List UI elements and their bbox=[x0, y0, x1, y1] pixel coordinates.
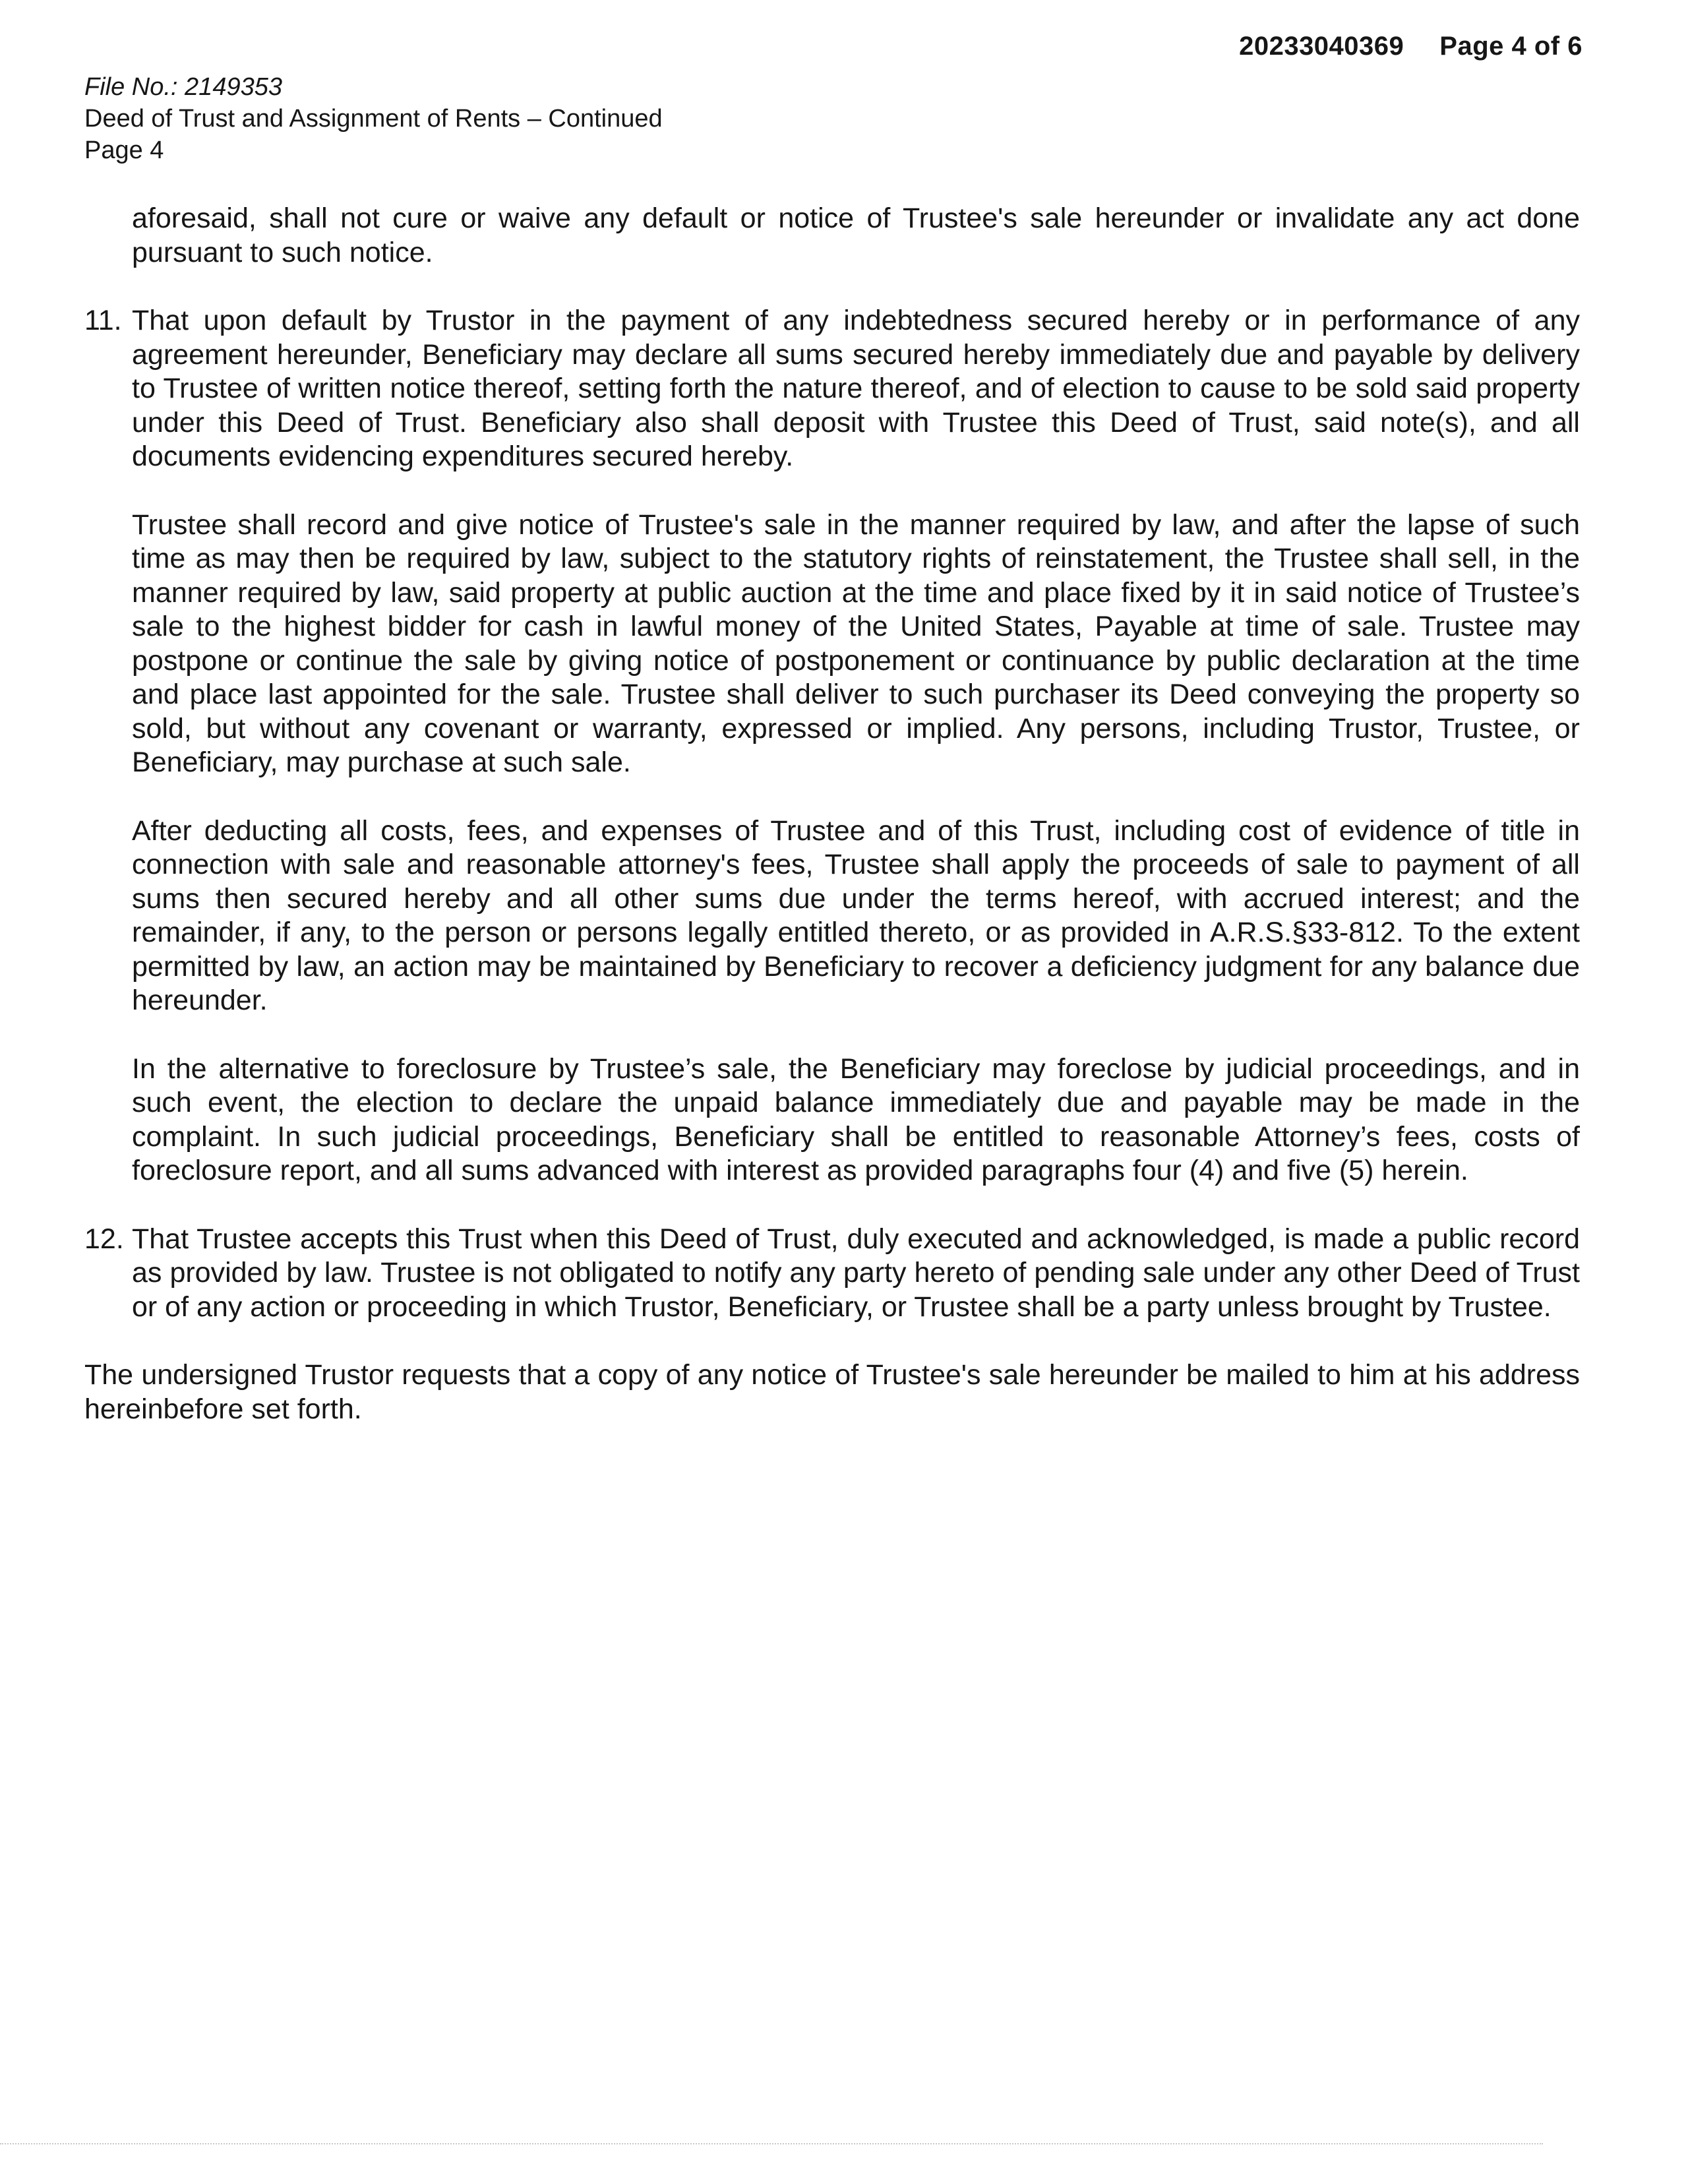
page-of-count: Page 4 of 6 bbox=[1439, 32, 1582, 61]
document-body bbox=[84, 202, 1580, 1426]
scan-edge-divider bbox=[0, 2143, 1543, 2144]
clause-11 bbox=[84, 304, 1580, 1188]
clause-12 bbox=[84, 1223, 1580, 1325]
file-number: 2149353 bbox=[185, 73, 282, 101]
clause-number: 12. bbox=[84, 1223, 124, 1255]
document-title: Deed of Trust and Assignment of Rents – Continued bbox=[84, 105, 663, 133]
recording-number: 20233040369 bbox=[1239, 32, 1404, 61]
clause-11-paragraph-3: After deducting all costs, fees, and expenses of Trustee and of this Trust, including cost of evidence of title in connection with sale and reasonable attorney's fees, Trustee shall apply the proceeds of sale to payment of all sums then secured hereby and all other sums due under the terms hereof, with accrued interest; and the remainder, if any, to the person or persons legally entitled thereto, or as provided in A.R.S.§33-812. To the extent permitted by law, an action may be maintained by Beneficiary to recover a deficiency judgment for any balance due hereunder. bbox=[132, 814, 1580, 1016]
file-number-line bbox=[84, 71, 663, 103]
file-number-label: File No.: bbox=[84, 73, 178, 101]
clause-11-paragraph-1: That upon default by Trustor in the payment of any indebtedness secured hereby or in performance of any agreement hereunder, Beneficiary may declare all sums secured hereby immediately due and payable by delivery to Trustee of written notice thereof, setting forth the nature thereof, and of election to cause to be sold said property under this Deed of Trust. Beneficiary also shall deposit with Trustee this Deed of Trust, said note(s), and all documents evidencing expenditures secured hereby. bbox=[132, 305, 1580, 472]
continuation-paragraph: aforesaid, shall not cure or waive any default or notice of Trustee's sale hereunder or invalidate any act done pursuant to such notice. bbox=[132, 202, 1580, 268]
page-label: Page 4 bbox=[84, 136, 164, 164]
clause-12-paragraph-1: That Trustee accepts this Trust when this Deed of Trust, duly executed and acknowledged, is made a public record as provided by law. Trustee is not obligated to notify any party hereto of pending sale under any other Deed of Trust or of any action or proceeding in which Trustor, Beneficiary, or Trustee shall be a party unless brought by Trustee. bbox=[132, 1223, 1580, 1323]
clause-11-paragraph-4: In the alternative to foreclosure by Trustee’s sale, the Beneficiary may foreclose by judicial proceedings, and in such event, the election to declare the unpaid balance immediately due and payable may be made in the complaint. In such judicial proceedings, Beneficiary shall be entitled to reasonable Attorney’s fees, costs of foreclosure report, and all sums advanced with interest as provided paragraphs four (4) and five (5) herein. bbox=[132, 1052, 1580, 1186]
clause-11-paragraph-2: Trustee shall record and give notice of Trustee's sale in the manner required by law, and after the lapse of such time as may then be required by law, subject to the statutory rights of reinstatement, the Trustee shall sell, in the manner required by law, said property at public auction at the time and place fixed by it in said notice of Trustee’s sale to the highest bidder for cash in lawful money of the United States, Payable at time of sale. Trustee may postpone or continue the sale by giving notice of postponement or continuance by public declaration at the time and place last appointed for the sale. Trustee shall deliver to such purchaser its Deed conveying the property so sold, but without any covenant or warranty, expressed or implied. Any persons, including Trustor, Trustee, or Beneficiary, may purchase at such sale. bbox=[132, 508, 1580, 778]
closing-paragraph: The undersigned Trustor requests that a copy of any notice of Trustee's sale hereunder be mailed to him at his address hereinbefore set forth. bbox=[84, 1359, 1580, 1425]
clause-number: 11. bbox=[84, 305, 122, 336]
file-header bbox=[84, 71, 663, 166]
recording-stamp bbox=[1239, 32, 1582, 61]
